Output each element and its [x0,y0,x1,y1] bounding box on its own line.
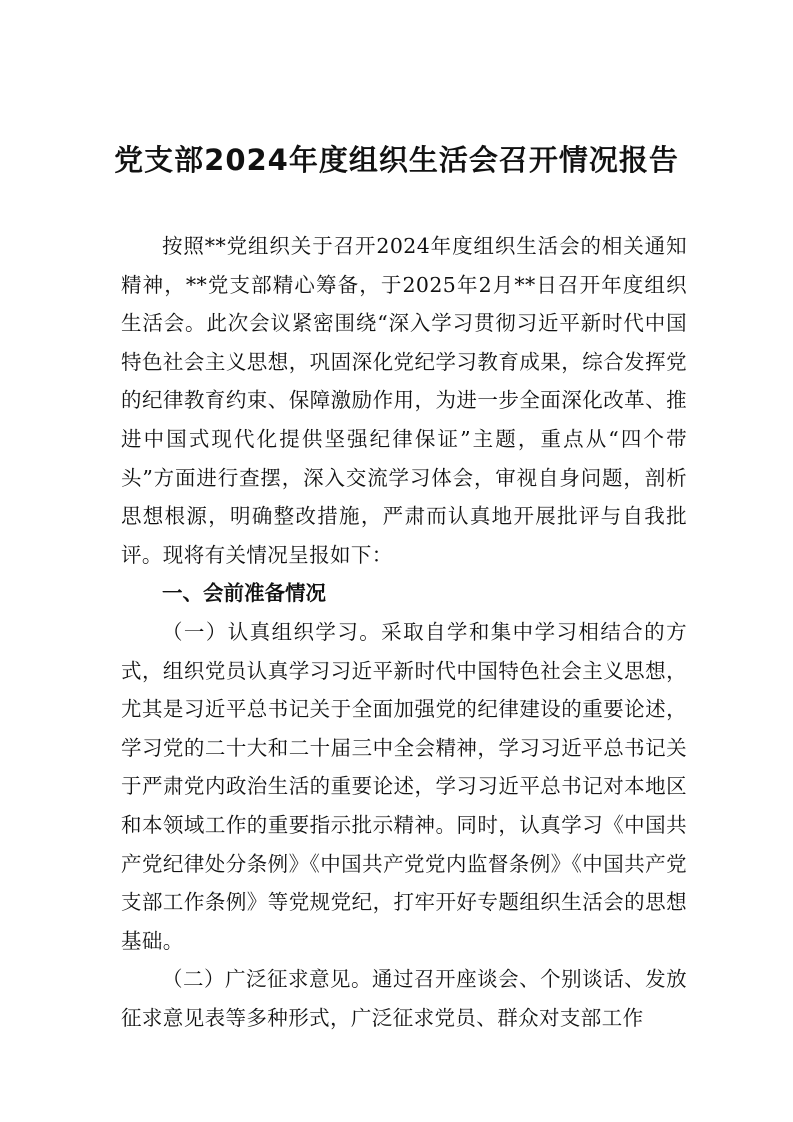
item-2-label: （二）广泛征求意见。 [162,967,373,992]
section-1-item-1 [121,613,687,960]
item-1-label: （一）认真组织学习。 [162,619,382,644]
section-heading-1: 一、会前准备情况 [162,581,326,606]
item-2-text: 通过召开座谈会、个别谈话、发放征求意见表等多种形式，广泛征求党员、群众对支部工作 [121,967,688,1030]
document-title: 党支部2024年度组织生活会召开情况报告 [114,143,679,177]
item-1-text: 采取自学和集中学习相结合的方式，组织党员认真学习习近平新时代中国特色社会主义思想，尤其是习近平总书记关于全面加强党的纪律建设的重要论述，学习党的二十大和二十届三中全会精神，学习习近平总书记关于严肃党内政治生活的重要论述，学习习近平总书记对本地区和本领域工作的重要指示批示精神。同时，认真学习《中国共产党纪律处分条例》《中国共产党党内监督条例》《中国共产党支部工作条例》等党规党纪，打牢开好专题组织生活会的思想基础。 [121,619,687,953]
document-body [121,227,687,1037]
section-1-item-2 [121,960,687,1037]
intro-paragraph: 按照**党组织关于召开2024年度组织生活会的相关通知精神，**党支部精心筹备，于2025年2月**日召开年度组织生活会。此次会议紧密围绕“深入学习贯彻习近平新时代中国特色社会主义思想，巩固深化党纪学习教育成果，综合发挥党的纪律教育约束、保障激励作用，为进一步全面深化改革、推进中国式现代化提供坚强纪律保证”主题，重点从“四个带头”方面进行查摆，深入交流学习体会，审视自身问题，剖析思想根源，明确整改措施，严肃而认真地开展批评与自我批评。现将有关情况呈报如下： [121,234,687,567]
